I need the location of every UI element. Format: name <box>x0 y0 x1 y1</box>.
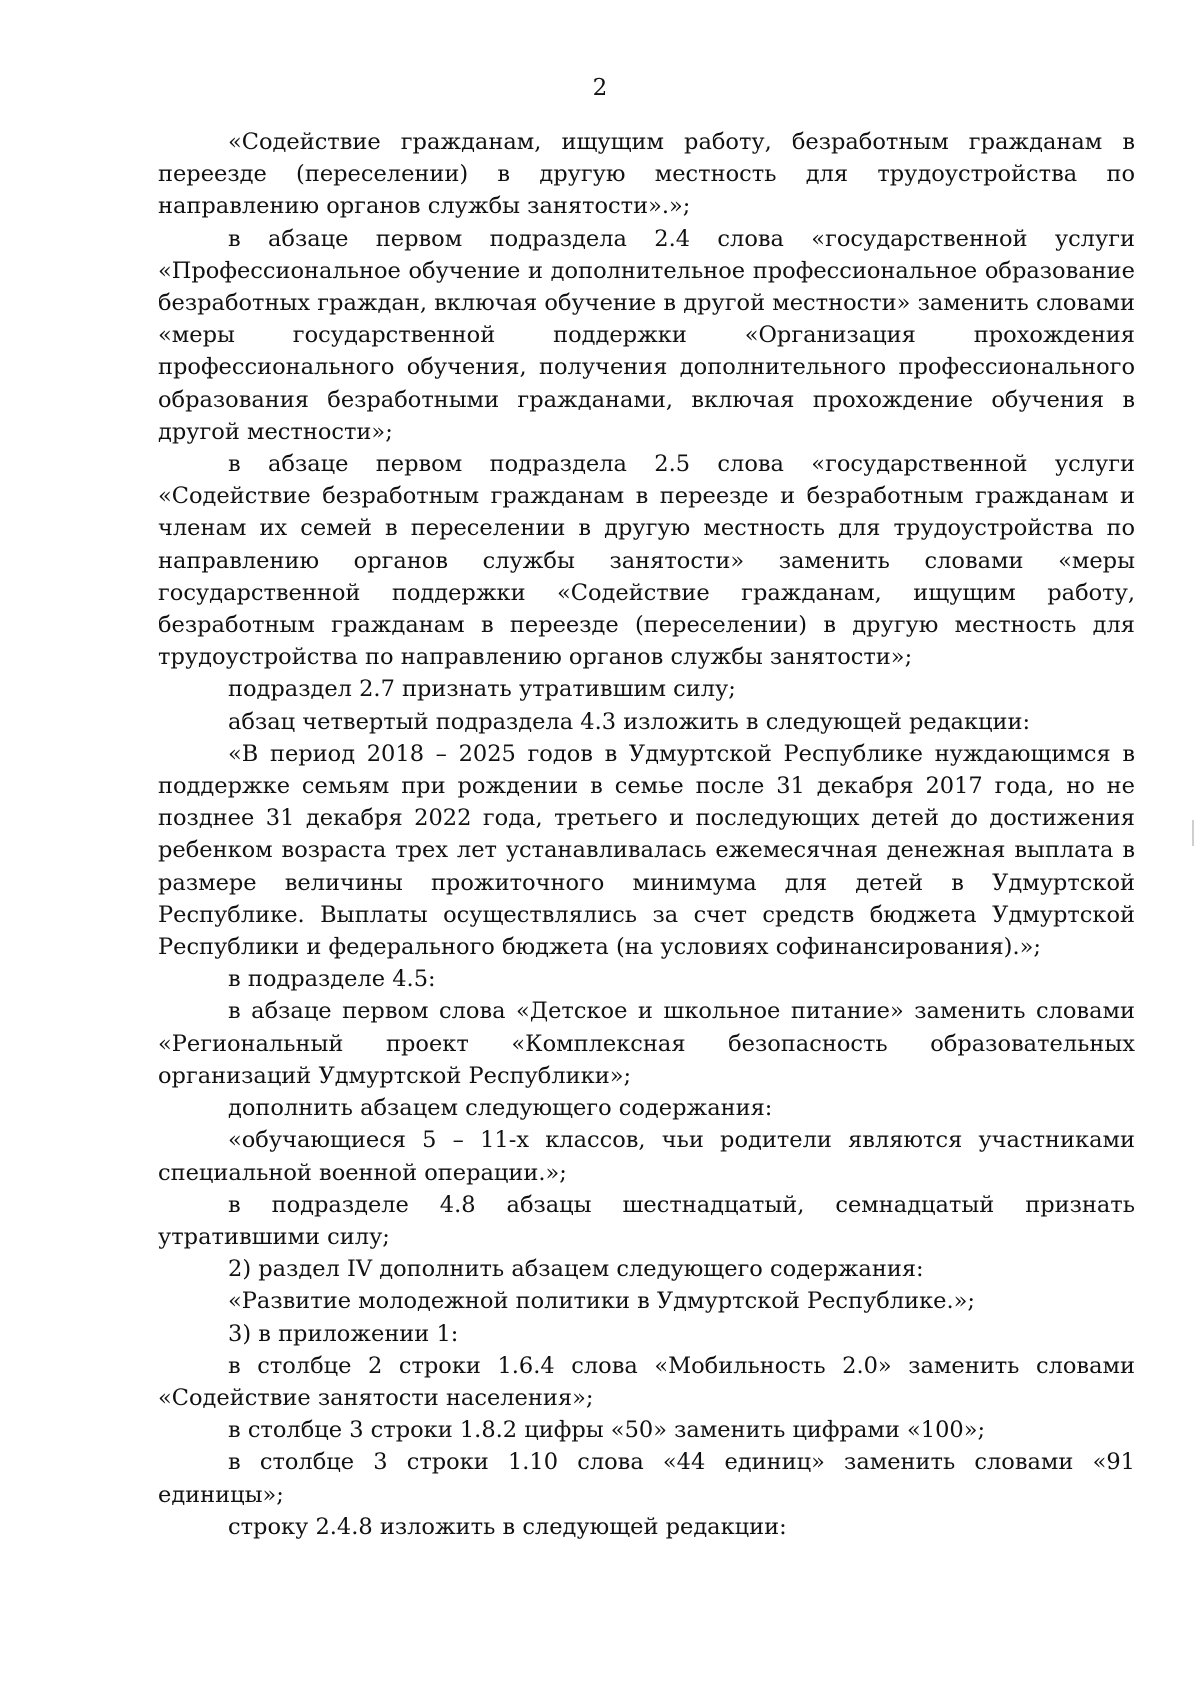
paragraph: в абзаце первом подраздела 2.5 слова «государственной услуги «Содействие безработным гражданам в переезде и безработным гражданам и членам их семей в переселении в другую местность для трудоустройства по направлению органов службы занятости» заменить словами «меры государственной поддержки «Содействие гражданам, ищущим работу, безработным гражданам в переезде (переселении) в другую местность для трудоустройства по направлению органов службы занятости»; <box>158 451 1135 671</box>
paragraph: в подразделе 4.5: <box>228 966 436 993</box>
paragraph: в подразделе 4.8 абзацы шестнадцатый, семнадцатый признать утратившими силу; <box>158 1191 1135 1250</box>
paragraph: «обучающиеся 5 – 11-х классов, чьи родители являются участниками специальной военной операции.»; <box>158 1127 1135 1186</box>
paragraph: абзац четвертый подраздела 4.3 изложить в следующей редакции: <box>228 708 1031 735</box>
paragraph: в столбце 3 строки 1.8.2 цифры «50» заменить цифрами «100»; <box>228 1417 986 1444</box>
scan-artifact <box>1192 820 1194 846</box>
paragraph: в столбце 3 строки 1.10 слова «44 единиц» заменить словами «91 единицы»; <box>158 1449 1135 1508</box>
paragraph: «В период 2018 – 2025 годов в Удмуртской Республике нуждающимся в поддержке семьям при рождении в семье после 31 декабря 2017 года, но не позднее 31 декабря 2022 года, третьего и последующих детей до достижения ребенком возраста трех лет устанавливалась ежемесячная денежная выплата в размере величины прожиточного минимума для детей в Удмуртской Республике. Выплаты осуществлялись за счет средств бюджета Удмуртской Республики и федерального бюджета (на условиях софинансирования).»; <box>158 740 1135 961</box>
document-body <box>158 126 1135 1543</box>
paragraph: 2) раздел IV дополнить абзацем следующего содержания: <box>228 1256 924 1283</box>
paragraph: в абзаце первом подраздела 2.4 слова «государственной услуги «Профессиональное обучение и дополнительное профессиональное образование безработных граждан, включая обучение в другой местности» заменить словами «меры государственной поддержки «Организация прохождения профессионального обучения, получения дополнительного профессионального образования безработными гражданами, включая прохождение обучения в другой местности»; <box>158 225 1135 445</box>
paragraph: подраздел 2.7 признать утратившим силу; <box>228 676 736 703</box>
paragraph: в столбце 2 строки 1.6.4 слова «Мобильность 2.0» заменить словами «Содействие занятости населения»; <box>158 1352 1135 1411</box>
paragraph: в абзаце первом слова «Детское и школьное питание» заменить словами «Региональный проект «Комплексная безопасность образовательных организаций Удмуртской Республики»; <box>158 998 1135 1089</box>
paragraph: строку 2.4.8 изложить в следующей редакции: <box>228 1513 787 1540</box>
paragraph: «Развитие молодежной политики в Удмуртской Республике.»; <box>228 1288 975 1315</box>
paragraph: дополнить абзацем следующего содержания: <box>228 1095 773 1122</box>
paragraph: «Содействие гражданам, ищущим работу, безработным гражданам в переезде (переселении) в другую местность для трудоустройства по направлению органов службы занятости».»; <box>158 129 1135 220</box>
paragraph: 3) в приложении 1: <box>228 1320 459 1347</box>
page-number: 2 <box>592 75 608 101</box>
